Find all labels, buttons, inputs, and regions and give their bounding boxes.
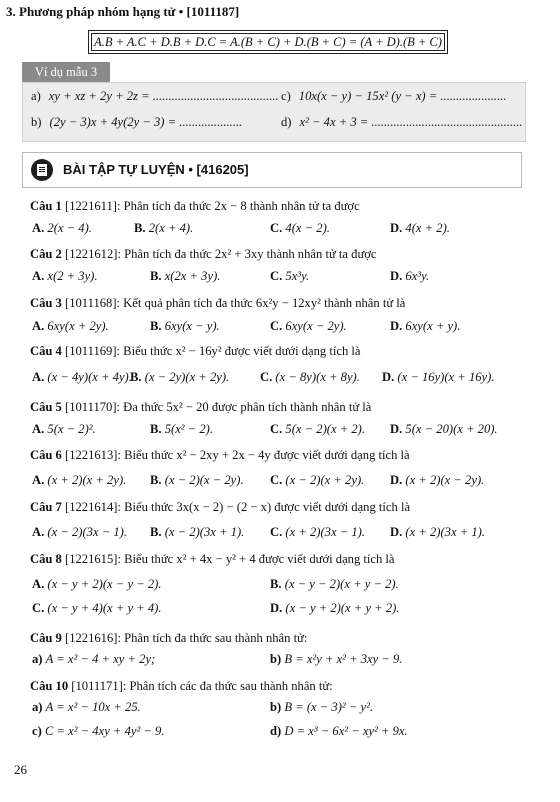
question-text: [1221616]: Phân tích đa thức sau thành nhân tử:	[65, 631, 308, 645]
example-item-a	[31, 89, 279, 104]
answer-option	[260, 370, 360, 385]
option-expr: A = x² − 10x + 25.	[45, 700, 141, 714]
question-text: [1011170]: Đa thức 5x² − 20 được phân tích thành nhân tử là	[65, 400, 372, 414]
example-tab	[22, 62, 110, 82]
question-text: [1221611]: Phân tích đa thức 2x − 8 thành nhân tử ta được	[65, 199, 360, 213]
question-3	[30, 296, 405, 311]
option-expr: 5(x − 20)(x + 20).	[405, 422, 498, 436]
option-label: B.	[134, 221, 146, 235]
option-expr: C = x² − 4xy + 4y² − 9.	[44, 724, 165, 738]
document-icon	[31, 159, 53, 181]
option-expr: (x − 2)(x − 2y).	[164, 473, 244, 487]
option-label: b)	[270, 652, 282, 666]
option-expr: (x − 4y)(x + 4y).	[47, 370, 132, 384]
example-item-expr: x² − 4x + 3 = ................................................	[299, 115, 523, 129]
answer-option	[382, 370, 494, 385]
option-label: C.	[270, 525, 283, 539]
answer-option	[32, 525, 127, 540]
option-label: A.	[32, 319, 45, 333]
answer-option	[32, 269, 98, 284]
answer-option	[32, 652, 155, 667]
option-label: A.	[32, 473, 45, 487]
option-expr: (x + 2)(x + 2y).	[47, 473, 127, 487]
answer-option	[32, 601, 161, 616]
option-label: D.	[382, 370, 395, 384]
answer-option	[270, 577, 399, 592]
question-4	[30, 344, 361, 359]
answer-option	[150, 473, 244, 488]
question-text: [1011169]: Biểu thức x² − 16y² được viết dưới dạng tích là	[65, 344, 361, 358]
question-label: Câu 7	[30, 500, 62, 514]
option-expr: (x + 2)(x − 2y).	[405, 473, 485, 487]
option-label: c)	[32, 724, 42, 738]
option-label: C.	[270, 473, 283, 487]
option-label: C.	[32, 601, 45, 615]
page-number: 26	[14, 762, 27, 777]
option-expr: x(2x + 3y).	[164, 269, 221, 283]
option-expr: 5(x² − 2).	[164, 422, 214, 436]
example-item-label: a)	[31, 89, 41, 103]
option-expr: 6x³y.	[405, 269, 430, 283]
option-expr: (x − 16y)(x + 16y).	[397, 370, 495, 384]
question-7	[30, 500, 410, 515]
answer-option	[150, 269, 220, 284]
option-expr: (x − 2)(3x − 1).	[47, 525, 127, 539]
option-expr: (x − 2y)(x + 2y).	[144, 370, 230, 384]
answer-option	[150, 319, 220, 334]
option-label: A.	[32, 370, 45, 384]
answer-option	[390, 319, 460, 334]
question-text: [1221615]: Biểu thức x² + 4x − y² + 4 được viết dưới dạng tích là	[65, 552, 395, 566]
example-item-expr: (2y − 3)x + 4y(2y − 3) = ....................	[49, 115, 243, 129]
option-expr: 6xy(x − y).	[164, 319, 220, 333]
question-text: [1011168]: Kết quả phân tích đa thức 6x²y − 12xy² thành nhân tử là	[65, 296, 406, 310]
option-expr: 5x³y.	[285, 269, 310, 283]
question-9	[30, 631, 307, 646]
answer-option	[150, 525, 244, 540]
option-label: C.	[270, 221, 283, 235]
answer-option	[390, 221, 450, 236]
question-label: Câu 4	[30, 344, 62, 358]
answer-option	[390, 525, 485, 540]
answer-option	[390, 422, 498, 437]
example-item-expr: xy + xz + 2y + 2z = ........................................	[48, 89, 279, 103]
section-title: 3. Phương pháp nhóm hạng tử • [1011187]	[6, 4, 240, 19]
option-expr: (x + 2)(3x − 1).	[285, 525, 365, 539]
answer-option	[32, 577, 161, 592]
option-label: B.	[150, 473, 162, 487]
option-expr: (x − y − 2)(x + y − 2).	[284, 577, 399, 591]
option-expr: 5(x − 2)(x + 2).	[285, 422, 365, 436]
question-8	[30, 552, 395, 567]
question-text: [1221614]: Biểu thức 3x(x − 2) − (2 − x) được viết dưới dạng tích là	[65, 500, 411, 514]
answer-option	[270, 422, 365, 437]
practice-header	[22, 152, 522, 188]
example-item-c	[281, 89, 507, 104]
formula-box	[88, 30, 448, 54]
option-label: B.	[150, 525, 162, 539]
answer-option	[270, 700, 373, 715]
option-label: D.	[390, 473, 403, 487]
option-expr: (x − 2)(3x + 1).	[164, 525, 245, 539]
option-label: D.	[390, 525, 403, 539]
question-label: Câu 5	[30, 400, 62, 414]
option-expr: 5(x − 2)².	[47, 422, 96, 436]
question-text: [1221612]: Phân tích đa thức 2x² + 3xy thành nhân tử ta được	[65, 247, 377, 261]
answer-option	[270, 473, 364, 488]
option-label: a)	[32, 652, 43, 666]
answer-option	[32, 724, 164, 739]
option-expr: D = x³ − 6x² − xy² + 9x.	[284, 724, 408, 738]
example-item-label: d)	[281, 115, 292, 129]
option-label: B.	[270, 577, 282, 591]
option-expr: 6xy(x − 2y).	[285, 319, 347, 333]
option-expr: 2(x − 4).	[47, 221, 92, 235]
option-expr: (x − y + 4)(x + y + 4).	[47, 601, 162, 615]
question-label: Câu 6	[30, 448, 62, 462]
option-expr: x(2 + 3y).	[47, 269, 98, 283]
question-10	[30, 679, 333, 694]
option-label: C.	[270, 319, 283, 333]
option-label: B.	[150, 269, 162, 283]
example-box	[22, 82, 526, 142]
answer-option	[32, 370, 132, 385]
option-label: A.	[32, 577, 45, 591]
option-expr: 2(x + 4).	[148, 221, 194, 235]
example-tab-label: Ví dụ mẫu 3	[34, 64, 98, 79]
question-text: [1221613]: Biểu thức x² − 2xy + 2x − 4y được viết dưới dạng tích là	[65, 448, 410, 462]
question-label: Câu 3	[30, 296, 62, 310]
question-label: Câu 2	[30, 247, 62, 261]
option-label: C.	[270, 269, 283, 283]
option-expr: 4(x + 2).	[405, 221, 450, 235]
question-label: Câu 8	[30, 552, 62, 566]
option-label: d)	[270, 724, 282, 738]
answer-option	[150, 422, 213, 437]
example-item-label: c)	[281, 89, 291, 103]
answer-option	[32, 473, 126, 488]
example-item-label: b)	[31, 115, 42, 129]
answer-option	[270, 269, 309, 284]
option-expr: (x − y + 2)(x − y − 2).	[47, 577, 162, 591]
answer-option	[32, 422, 96, 437]
practice-title: BÀI TẬP TỰ LUYỆN • [416205]	[63, 162, 249, 177]
question-label: Câu 10	[30, 679, 69, 693]
option-expr: (x − y + 2)(x + y + 2).	[285, 601, 400, 615]
answer-option	[270, 525, 365, 540]
answer-option	[130, 370, 229, 385]
answer-option	[270, 652, 402, 667]
answer-option	[270, 724, 408, 739]
option-label: D.	[390, 319, 403, 333]
answer-option	[134, 221, 193, 236]
option-expr: B = x²y + x² + 3xy − 9.	[284, 652, 403, 666]
option-label: b)	[270, 700, 282, 714]
example-item-b	[31, 115, 242, 130]
option-label: D.	[270, 601, 283, 615]
question-label: Câu 9	[30, 631, 62, 645]
answer-option	[390, 473, 484, 488]
question-label: Câu 1	[30, 199, 62, 213]
option-label: B.	[130, 370, 142, 384]
question-2	[30, 247, 377, 262]
answer-option	[32, 221, 92, 236]
formula: A.B + A.C + D.B + D.C = A.(B + C) + D.(B + C) = (A + D).(B + C)	[94, 34, 442, 49]
option-expr: (x − 2)(x + 2y).	[285, 473, 365, 487]
answer-option	[390, 269, 429, 284]
answer-option	[32, 319, 109, 334]
option-label: B.	[150, 319, 162, 333]
option-label: A.	[32, 269, 45, 283]
option-label: A.	[32, 525, 45, 539]
option-label: C.	[260, 370, 273, 384]
option-expr: (x + 2)(3x + 1).	[405, 525, 485, 539]
option-expr: A = x² − 4 + xy + 2y;	[45, 652, 156, 666]
option-expr: 4(x − 2).	[285, 221, 330, 235]
answer-option	[270, 319, 347, 334]
option-label: a)	[32, 700, 43, 714]
option-label: A.	[32, 422, 45, 436]
answer-option	[270, 601, 399, 616]
answer-option	[270, 221, 330, 236]
example-item-d	[281, 115, 523, 130]
answer-option	[32, 700, 141, 715]
example-item-expr: 10x(x − y) − 15x² (y − x) = .....................	[298, 89, 507, 103]
question-text: [1011171]: Phân tích các đa thức sau thành nhân tử:	[71, 679, 333, 693]
option-label: B.	[150, 422, 162, 436]
option-expr: (x − 8y)(x + 8y).	[275, 370, 360, 384]
question-6	[30, 448, 410, 463]
option-expr: 6xy(x + 2y).	[47, 319, 109, 333]
question-5	[30, 400, 371, 415]
option-label: D.	[390, 221, 403, 235]
option-expr: 6xy(x + y).	[405, 319, 461, 333]
option-label: D.	[390, 269, 403, 283]
question-1	[30, 199, 360, 214]
option-label: C.	[270, 422, 283, 436]
option-label: A.	[32, 221, 45, 235]
option-label: D.	[390, 422, 403, 436]
option-expr: B = (x − 3)² − y².	[284, 700, 374, 714]
